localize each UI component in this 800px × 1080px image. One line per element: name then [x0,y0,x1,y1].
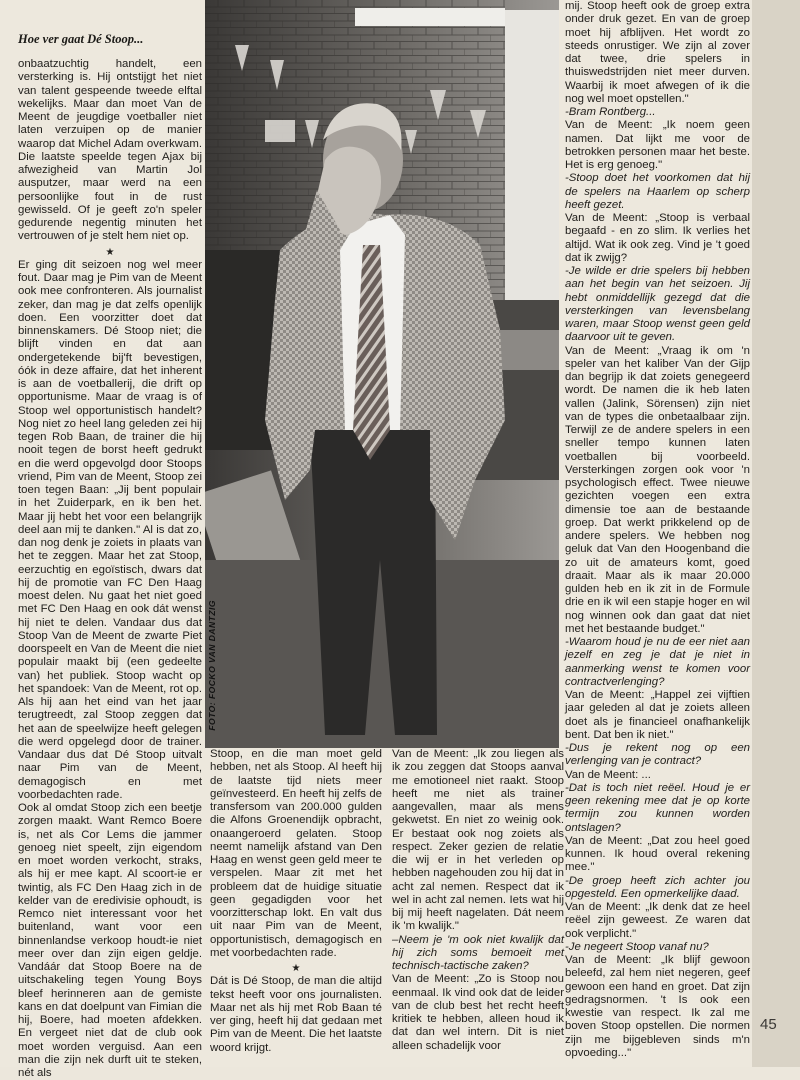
paragraph: Stoop, en die man moet geld hebben, net als Stoop. Al heeft hij de laatste tijd niets meer geïnvesteerd. En heeft hij zelfs de transfersom van 200.000 gulden die Alfons Groenendijk opbracht, onaangeroerd gelaten. Stoop neemt namelijk afstand van Den Haag en wenst geen geld meer te verspelen. Maar zit met het probleem dat de huidige situatie geen gegadigden voor het voorzitterschap lokt. En valt dus uit naar Pim van de Meent, opportunistisch, demagogisch en met voorbedachten rade. [210,748,382,959]
paragraph: Van de Meent: „Vraag ik om 'n speler van het kaliber Van der Gijp dan begrijp ik dat zoiets genegeerd wordt. De namen die ik heb laten vallen (Jalink, Sörensen) zijn niet van de types die onbetaalbaar zijn. Terwijl ze de andere spelers in een sneller tempo kunnen laten voetballen bij voorbeeld. Versterkingen zorgen ook voor 'n psychologisch effect. Twee nieuwe gezichten voegen een extra dimensie toe aan de bestaande groep. Dat werkt prikkelend op de andere spelers. We hebben nog geluk dat Van den Hoogenband die zo uit de amateurs komt, goed draait. Maar als ik maar 20.000 gulden heb en ik zit in de Formule drie en ik wil een stapje hoger en wil nog winnen ook dan gaat dat niet met het bestaande budget." [565,344,750,635]
right-text-column [565,0,750,1060]
question: –Neem je 'm ook niet kwalijk dat hij zich soms bemoeit met technisch-tactische zaken? [392,933,564,972]
bottom-text-column-2 [392,748,564,1053]
paragraph: Van de Meent: ... [565,768,651,781]
question: -Waarom houd je nu de eer niet aan jezelf en zeg je dat je niet in aanmerking wenst te komen voor contractverlenging? [565,636,750,688]
paragraph: Van de Meent: „Stoop is verbaal begaafd - en zo slim. Ik verlies het altijd. Wat ik ook zeg. Vind je 't goed dat ik zwijg? [565,212,750,264]
photo-image [205,0,559,748]
photo-credit: FOTO: FOCKO VAN DANTZIG [207,600,217,731]
paragraph: Van de Meent: „Happel zei vijftien jaar geleden al dat je zoiets alleen doet als je financieel onafhankelijk bent. Dat ben ik niet." [565,689,750,741]
question: -Stoop doet het voorkomen dat hij de spelers na Haarlem op scherp heeft gezet. [565,172,750,211]
paragraph: Dát is Dé Stoop, de man die altijd tekst heeft voor ons journalisten. Maar net als hij met Rob Baan té ver ging, heeft hij dat gedaan met Pim van de Meent. Die het laatste woord krijgt. [210,975,382,1054]
section-star: ★ [105,246,115,258]
left-text-column [18,58,202,1080]
paragraph: Van de Meent: „Ik denk dat ze heel reëel zijn geweest. Ze waren dat ook verplicht." [565,901,750,940]
question: -De groep heeft zich achter jou opgesteld. Een opmerkelijke daad. [565,874,750,900]
paragraph: Ook al omdat Stoop zich een beetje zorgen maakt. Want Remco Boere is, net als Cor Lems die jammer genoeg niet speelt, zijn eigendom en moet worden verkocht, straks, als hij er mee kapt. Al scoort-ie er twintig, als FC Den Haag zich in de kelder van de eredivisie ophoudt, is Remco niet interessant voor het buitenland, want voor een binnenlandse verkoop houdt-ie niet meer over dan zijn eigen geldje. Vandáár dat Stoop Boere na de uitschakeling tegen Young Boys bleef herinneren aan de gemiste kans en dat doelpunt van Fimian die hij, Boere, had moeten afdekken. En vergeet niet dat de club ook moet worden verguisd. Aan een man die zijn nek durft uit te steken, nét als [18,802,202,1079]
question: -Bram Rontberg... [565,106,656,118]
page-edge [752,0,800,1067]
question: -Je wilde er drie spelers bij hebben aan het begin van het seizoen. Jij hebt onmiddellijk gezegd dat die versterkingen van levensbelang waren, maar Stoop wenst geen geld daarvoor uit te geven. [565,265,750,344]
question: -Dat is toch niet reëel. Houd je er geen rekening mee dat je op korte termijn zou kunnen worden ontslagen? [565,781,750,834]
paragraph: mij. Stoop heeft ook de groep extra onder druk gezet. En van de groep moet hij afblijven. Het wordt zo steeds onrustiger. We zijn al zover dat twee, drie spelers in thuiswedstrijden niet meer durven. Waarbij ik moet afwegen of ik die nog wel moet opstellen." [565,0,750,105]
paragraph: Van de Meent: „Ik noem geen namen. Dat lijkt me voor de betrokken personen maar het beste. Het is erg genoeg." [565,119,750,171]
paragraph: Van de Meent: „Ik blijf gewoon beleefd, zal hem niet negeren, geef gewoon een hand en groet. Dat zijn gedragsnormen. 't Is ook een kwestie van respect. Ik zal me boven Stoop opstellen. Die normen zijn me bijgebleven sinds m'n opvoeding..." [565,954,750,1059]
bottom-text-column-1 [210,748,382,1055]
paragraph: Van de Meent: „Zo is Stoop nou eenmaal. Ik vind ook dat de leider van de club best het recht heeft kritiek te hebben, alleen houd ik dat dan wel intern. Dit is niet alleen schadelijk voor [392,973,564,1052]
section-star: ★ [291,963,301,974]
paragraph: Van de Meent: „Ik zou liegen als ik zou zeggen dat Stoops aanval me emotioneel niet raakt. Stoop heeft me niet als trainer aangevallen, maar als mens gekwetst. En niet zo weinig ook. Er bestaat ook nog zoiets als respect. Zeker gezien de relatie die wij er in het verleden op hebben nagehouden zou hij dat in acht zal nemen. Respect dat ik wel in acht zal nemen. Iets wat hij bij mij heeft nagelaten. Dát neem ik 'm kwalijk." [392,748,564,933]
question: -Je negeert Stoop vanaf nu? [565,940,709,953]
question: -Dus je rekent nog op een verlenging van je contract? [565,742,750,768]
paragraph: Er ging dit seizoen nog wel meer fout. Daar mag je Pim van de Meent ook mee confronteren. Als journalist zeker, dan mag je dat zelfs openlijk doen. Een voorzitter doet dat binnenskamers. Dé Stoop niet; die blijft vinden en dat aan ondergetekende bij'ft bevestigen, óók in deze affaire, dat het inherent is aan de voetballerij, die drift op opportunisme. Maar de vraag is of Stoop wel opportunistisch handelt? Nog niet zo heel lang geleden zei hij tegen Rob Baan, de trainer die hij nooit tegen de borst heeft gedrukt en die werd opgevolgd door Stoops vriend, Pim van de Meent, Stoop zei toen tegen Baan: „Jij bent populair in het Zuiderpark, en ik ben het. Maar jij hebt het voor een belangrijk deel aan mij te danken." Al is dat zo, dan nog denk je zoiets in plaats van het te zeggen. Maar het zat Stoop, eerzuchtig en egoïstisch, dwars dat hij de promotie van FC Den Haag moest delen. Nu gaat het niet goed met FC Den Haag en ook dát wenst hij niet te delen. Vandaar dus dat Stoop Van de Meent de zwarte Piet doorspeelt en Van de Meent die niet populair maakt bij (een gedeelte van) het publiek. Stoop wacht op het spandoek: Van de Meent, rot op. Als hij aan het eind van het jaar terugtreedt, zal Stoop zeggen dat het aan de speelwijze heeft gelegen die werd opgelegd door de trainer. Vandaar dus dat Dé Stoop uitvalt naar Pim van de Meent, demagogisch en met voorbedachten rade. [18,258,202,801]
paragraph: onbaatzuchtig handelt, een versterking is. Hij ontstijgt het niet van talent gespeende tweede elftal wekelijks. Maar dan moet Van de Meent de jeugdige voetballer niet laten verzuipen op de manier waarop dat Michel Adam overkwam. Die laatste speelde tegen Ajax bij afwezigheid van Martin Jol ausputzer, maar werd na een persoonlijke fout in de rust gewisseld. Of je geeft zo'n speler gedurende negentig minuten het vertrouwen of je stelt hem niet op. [18,58,202,243]
paragraph: Van de Meent: „Dat zou heel goed kunnen. Ik houd overal rekening mee." [565,834,750,874]
photo-coach-in-office [205,0,559,748]
page-number: 45 [760,1016,777,1033]
running-title: Hoe ver gaat Dé Stoop... [18,32,144,46]
